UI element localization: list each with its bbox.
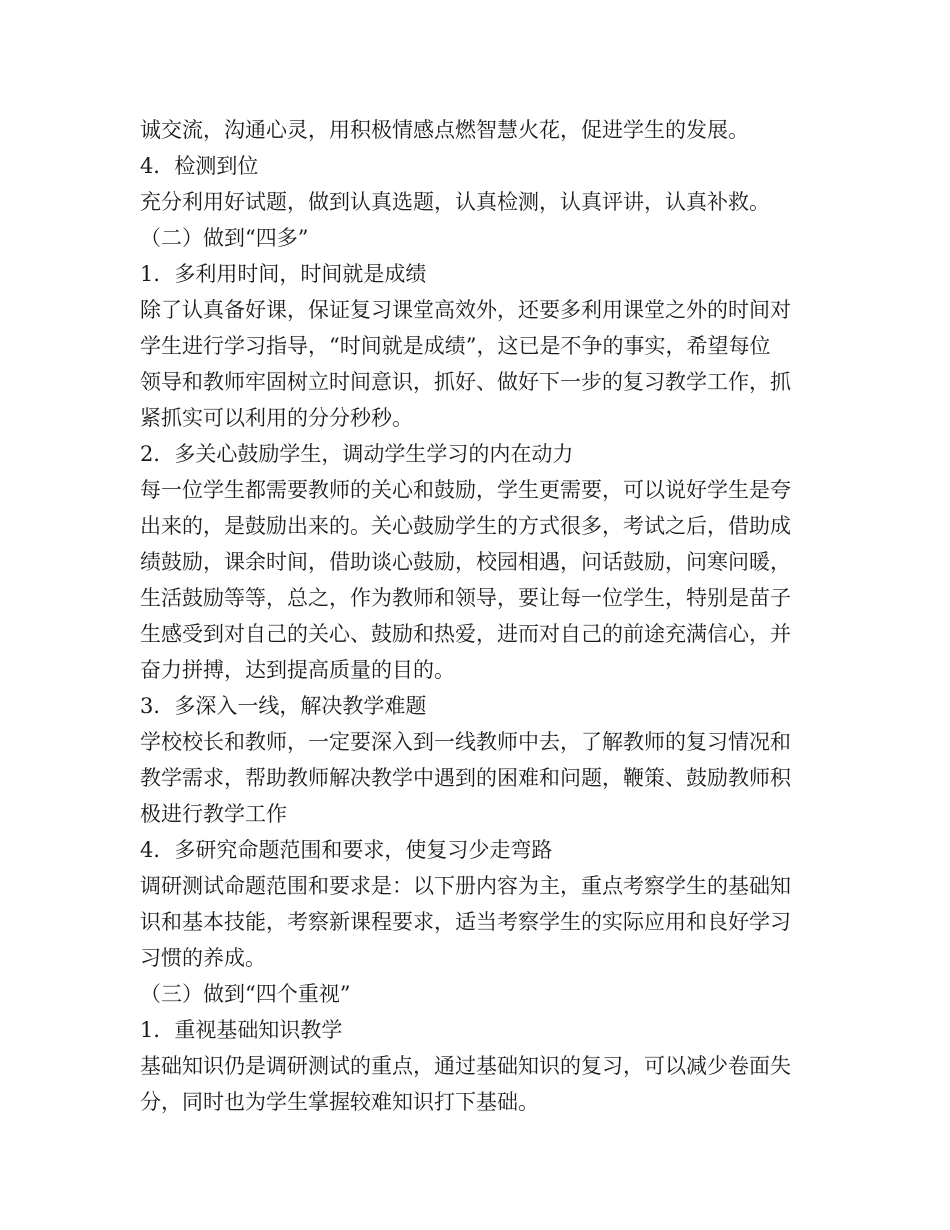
body-line: 每一位学生都需要教师的关心和鼓励，学生更需要，可以说好学生是夸 (140, 478, 791, 502)
body-line: 学生进行学习指导，“时间就是成绩”，这已是不争的事实，希望每位 (140, 334, 771, 358)
body-line: 绩鼓励，课余时间，借助谈心鼓励，校园相遇，问话鼓励，问寒问暖， (140, 550, 791, 574)
body-line: 识和基本技能，考察新课程要求，适当考察学生的实际应用和良好学习 (140, 910, 791, 934)
body-line: 紧抓实可以利用的分分秒秒。 (140, 406, 413, 430)
body-line: 生活鼓励等等，总之，作为教师和领导，要让每一位学生，特别是苗子 (140, 586, 791, 610)
item-heading: 3．多深入一线，解决教学难题 (140, 694, 427, 718)
section-heading: （三）做到“四个重视” (140, 982, 351, 1006)
body-line: 诚交流，沟通心灵，用积极情感点燃智慧火花，促进学生的发展。 (140, 118, 749, 142)
body-line: 生感受到对自己的关心、鼓励和热爱，进而对自己的前途充满信心，并 (140, 622, 791, 646)
body-line: 学校校长和教师，一定要深入到一线教师中去，了解教师的复习情况和 (140, 730, 791, 754)
item-heading: 1．重视基础知识教学 (140, 1018, 343, 1042)
body-line: 基础知识仍是调研测试的重点，通过基础知识的复习，可以减少卷面失 (140, 1054, 791, 1078)
body-line: 调研测试命题范围和要求是：以下册内容为主，重点考察学生的基础知 (140, 874, 791, 898)
item-heading: 2．多关心鼓励学生，调动学生学习的内在动力 (140, 442, 574, 466)
section-heading: （二）做到“四多” (140, 226, 309, 250)
body-line: 分，同时也为学生掌握较难知识打下基础。 (140, 1090, 539, 1114)
item-heading: 4．检测到位 (140, 154, 259, 178)
item-heading: 1．多利用时间，时间就是成绩 (140, 262, 427, 286)
body-line: 出来的，是鼓励出来的。关心鼓励学生的方式很多，考试之后，借助成 (140, 514, 791, 538)
body-line: 除了认真备好课，保证复习课堂高效外，还要多利用课堂之外的时间对 (140, 298, 791, 322)
item-heading: 4．多研究命题范围和要求，使复习少走弯路 (140, 838, 553, 862)
body-line: 极进行教学工作 (140, 802, 287, 826)
document-body (140, 112, 820, 1120)
body-line: 习惯的养成。 (140, 946, 266, 970)
body-line: 教学需求，帮助教师解决教学中遇到的困难和问题，鞭策、鼓励教师积 (140, 766, 791, 790)
body-line: 奋力拼搏，达到提高质量的目的。 (140, 658, 455, 682)
body-line: 充分利用好试题，做到认真选题，认真检测，认真评讲，认真补救。 (140, 190, 770, 214)
body-line: 领导和教师牢固树立时间意识，抓好、做好下一步的复习教学工作，抓 (140, 370, 791, 394)
